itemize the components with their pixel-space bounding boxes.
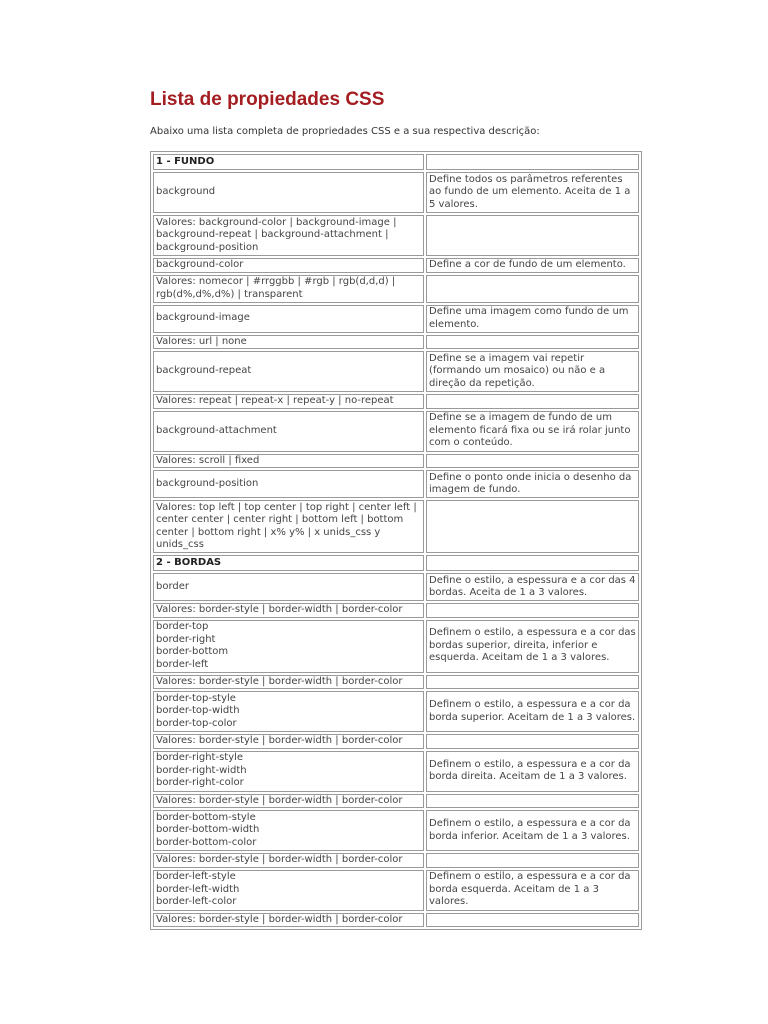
table-row (153, 172, 639, 213)
page-title: Lista de propiedades CSS (150, 89, 385, 110)
property-name-cell: background (153, 172, 424, 213)
empty-cell (426, 913, 639, 928)
property-name-cell: background-attachment (153, 411, 424, 452)
empty-cell (426, 275, 639, 303)
values-row (153, 853, 639, 868)
table-row (153, 470, 639, 498)
empty-cell (426, 154, 639, 170)
values-cell: Valores: top left | top center | top right | center left | center center | center right | bottom left | bottom center | bottom right | x% y% | x unids_css y unids_css (153, 500, 424, 553)
empty-cell (426, 675, 639, 690)
description-cell: Definem o estilo, a espessura e a cor da borda inferior. Aceitam de 1 a 3 valores. (426, 810, 639, 851)
table-row (153, 751, 639, 792)
property-name-cell: background-image (153, 305, 424, 333)
description-cell: Definem o estilo, a espessura e a cor da borda superior. Aceitam de 1 a 3 valores. (426, 691, 639, 732)
empty-cell (426, 734, 639, 749)
values-row (153, 794, 639, 809)
values-cell: Valores: border-style | border-width | border-color (153, 675, 424, 690)
property-name-cell: border-left-style border-left-width border-left-color (153, 870, 424, 911)
values-row (153, 275, 639, 303)
property-name-cell: border-bottom-style border-bottom-width border-bottom-color (153, 810, 424, 851)
description-cell: Define o ponto onde inicia o desenho da imagem de fundo. (426, 470, 639, 498)
values-cell: Valores: border-style | border-width | border-color (153, 734, 424, 749)
property-name-cell: border-top border-right border-bottom border-left (153, 620, 424, 673)
table-row (153, 258, 639, 273)
empty-cell (426, 794, 639, 809)
table-row (153, 870, 639, 911)
properties-table-container (150, 151, 636, 930)
values-row (153, 734, 639, 749)
description-cell: Definem o estilo, a espessura e a cor das bordas superior, direita, inferior e esquerda. Aceitam de 1 a 3 valores. (426, 620, 639, 673)
table-row (153, 810, 639, 851)
table-body (153, 154, 639, 927)
values-row (153, 215, 639, 256)
empty-cell (426, 454, 639, 469)
empty-cell (426, 603, 639, 618)
table-row (153, 305, 639, 333)
empty-cell (426, 853, 639, 868)
section-heading: 2 - BORDAS (153, 555, 424, 571)
description-cell: Define uma imagem como fundo de um elemento. (426, 305, 639, 333)
intro-text: Abaixo uma lista completa de propriedades CSS e a sua respectiva descrição: (150, 126, 540, 137)
values-row (153, 913, 639, 928)
values-cell: Valores: url | none (153, 335, 424, 350)
property-name-cell: border-top-style border-top-width border-top-color (153, 691, 424, 732)
values-cell: Valores: border-style | border-width | border-color (153, 603, 424, 618)
values-row (153, 675, 639, 690)
empty-cell (426, 555, 639, 571)
property-name-cell: border (153, 573, 424, 601)
table-row (153, 573, 639, 601)
table-row (153, 620, 639, 673)
section-heading: 1 - FUNDO (153, 154, 424, 170)
values-cell: Valores: background-color | background-image | background-repeat | background-attachment | background-position (153, 215, 424, 256)
values-row (153, 603, 639, 618)
description-cell: Define a cor de fundo de um elemento. (426, 258, 639, 273)
description-cell: Define se a imagem de fundo de um elemento ficará fixa ou se irá rolar junto com o conteúdo. (426, 411, 639, 452)
section-row (153, 154, 639, 170)
section-row (153, 555, 639, 571)
empty-cell (426, 335, 639, 350)
values-cell: Valores: nomecor | #rrggbb | #rgb | rgb(d,d,d) | rgb(d%,d%,d%) | transparent (153, 275, 424, 303)
values-cell: Valores: scroll | fixed (153, 454, 424, 469)
description-cell: Definem o estilo, a espessura e a cor da borda direita. Aceitam de 1 a 3 valores. (426, 751, 639, 792)
table-row (153, 351, 639, 392)
description-cell: Define o estilo, a espessura e a cor das 4 bordas. Aceita de 1 a 3 valores. (426, 573, 639, 601)
values-row (153, 454, 639, 469)
values-row (153, 335, 639, 350)
values-row (153, 500, 639, 553)
values-cell: Valores: border-style | border-width | border-color (153, 794, 424, 809)
values-cell: Valores: repeat | repeat-x | repeat-y | no-repeat (153, 394, 424, 409)
empty-cell (426, 394, 639, 409)
property-name-cell: background-color (153, 258, 424, 273)
empty-cell (426, 500, 639, 553)
values-row (153, 394, 639, 409)
property-name-cell: background-repeat (153, 351, 424, 392)
values-cell: Valores: border-style | border-width | border-color (153, 853, 424, 868)
property-name-cell: border-right-style border-right-width border-right-color (153, 751, 424, 792)
description-cell: Define todos os parâmetros referentes ao fundo de um elemento. Aceita de 1 a 5 valores. (426, 172, 639, 213)
css-properties-table (150, 151, 642, 930)
table-row (153, 411, 639, 452)
property-name-cell: background-position (153, 470, 424, 498)
description-cell: Define se a imagem vai repetir (formando um mosaico) ou não e a direção da repetição. (426, 351, 639, 392)
description-cell: Definem o estilo, a espessura e a cor da borda esquerda. Aceitam de 1 a 3 valores. (426, 870, 639, 911)
table-row (153, 691, 639, 732)
empty-cell (426, 215, 639, 256)
values-cell: Valores: border-style | border-width | border-color (153, 913, 424, 928)
